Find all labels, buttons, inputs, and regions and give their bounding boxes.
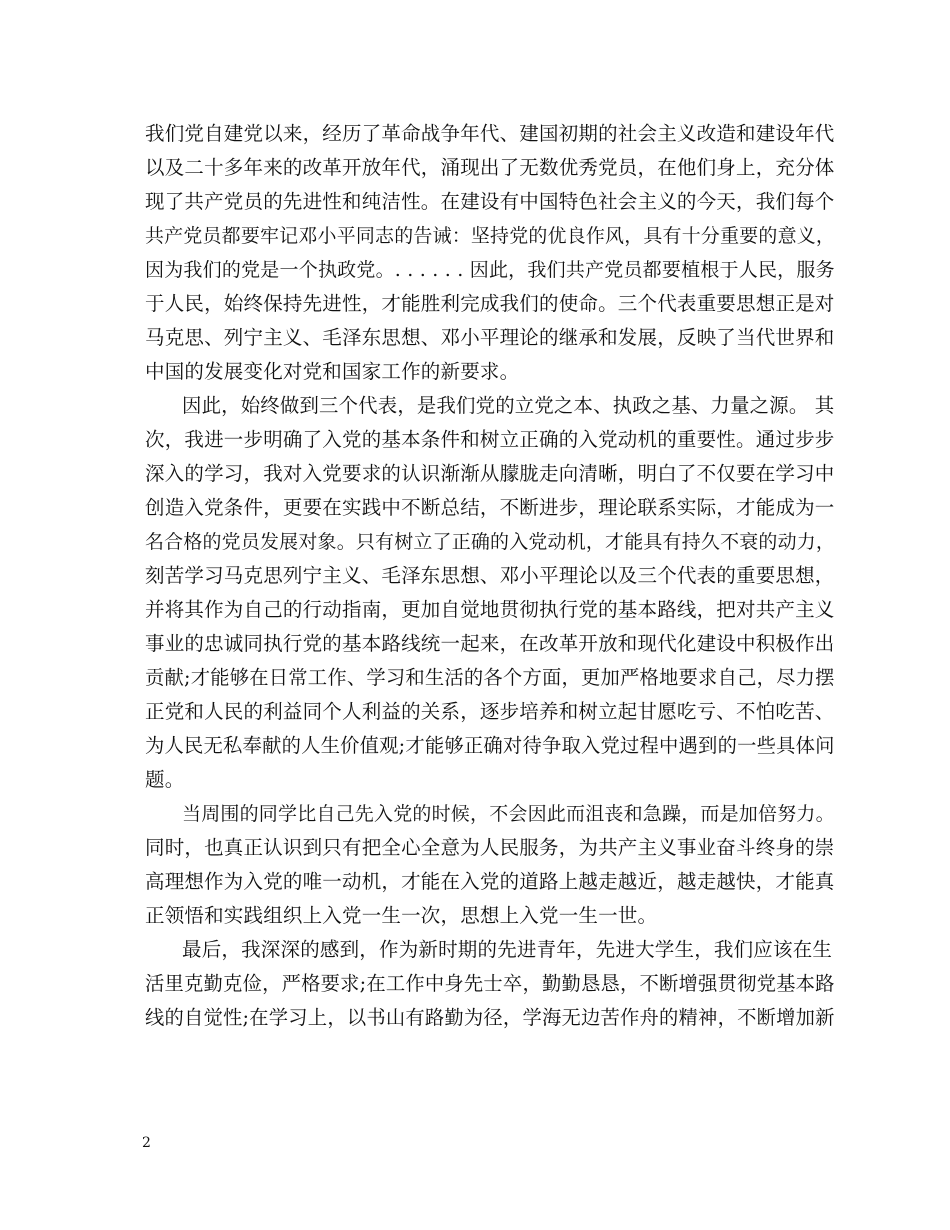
paragraph-line: 于人民，始终保持先进性，才能胜利完成我们的使命。三个代表重要思想正是对 (145, 292, 835, 315)
paragraph-line: 中国的发展变化对党和国家工作的新要求。 (145, 360, 520, 383)
paragraph-line: 正党和人民的利益同个人利益的关系，逐步培养和树立起甘愿吃亏、不怕吃苦、 (145, 700, 835, 723)
paragraph-line: 名合格的党员发展对象。只有树立了正确的入党动机，才能具有持久不衰的动力， (145, 531, 836, 553)
paragraph-line: 次，我进一步明确了入党的基本条件和树立正确的入党动机的重要性。通过步步 (145, 428, 835, 451)
paragraph-line: 马克思、列宁主义、毛泽东思想、邓小平理论的继承和发展，反映了当代世界和 (145, 326, 835, 349)
paragraph-line: 贡献;才能够在日常工作、学习和生活的各个方面，更加严格地要求自己，尽力摆 (145, 666, 835, 689)
paragraph-line: 同时，也真正认识到只有把全心全意为人民服务，为共产主义事业奋斗终身的崇 (145, 836, 835, 859)
paragraph-line: 因此，始终做到三个代表，是我们党的立党之本、执政之基、力量之源。 其 (182, 394, 835, 417)
paragraph-line: 活里克勤克俭，严格要求;在工作中身先士卒，勤勤恳恳，不断增强贯彻党基本路 (145, 972, 835, 995)
paragraph-line: 刻苦学习马克思列宁主义、毛泽东思想、邓小平理论以及三个代表的重要思想， (145, 564, 835, 587)
paragraph-line: 高理想作为入党的唯一动机，才能在入党的道路上越走越近，越走越快，才能真 (145, 870, 835, 893)
paragraph-line: 共产党员都要牢记邓小平同志的告诫：坚持党的优良作风，具有十分重要的意义， (145, 225, 836, 247)
paragraph-line: 现了共产党员的先进性和纯洁性。在建设有中国特色社会主义的今天，我们每个 (145, 190, 835, 213)
paragraph-line: 因为我们的党是一个执政党。. . . . . . 因此，我们共产党员都要植根于人民，服务 (145, 259, 835, 281)
paragraph-line: 并将其作为自己的行动指南，更加自觉地贯彻执行党的基本路线，把对共产主义 (145, 598, 835, 621)
paragraph-line: 我们党自建党以来，经历了革命战争年代、建国初期的社会主义改造和建设年代 (145, 122, 835, 145)
paragraph-line: 为人民无私奉献的人生价值观;才能够正确对待争取入党过程中遇到的一些具体问 (145, 734, 835, 757)
paragraph-line: 事业的忠诚同执行党的基本路线统一起来，在改革开放和现代化建设中积极作出 (145, 632, 835, 655)
paragraph-line: 当周围的同学比自己先入党的时候，不会因此而沮丧和急躁，而是加倍努力。 (182, 803, 835, 825)
paragraph-line: 正领悟和实践组织上入党一生一次，思想上入党一生一世。 (145, 904, 658, 927)
paragraph-line: 以及二十多年来的改革开放年代，涌现出了无数优秀党员，在他们身上，充分体 (145, 156, 835, 179)
paragraph-line: 创造入党条件，更要在实践中不断总结，不断进步，理论联系实际，才能成为一 (145, 496, 835, 519)
paragraph-line: 题。 (145, 768, 185, 791)
page-number: 2 (142, 1135, 151, 1151)
paragraph-line: 最后，我深深的感到，作为新时期的先进青年，先进大学生，我们应该在生 (182, 938, 833, 961)
paragraph-line: 深入的学习，我对入党要求的认识渐渐从朦胧走向清晰，明白了不仅要在学习中 (145, 462, 835, 485)
document-body (145, 117, 835, 1035)
paragraph-line: 线的自觉性;在学习上，以书山有路勤为径，学海无边苦作舟的精神，不断增加新 (145, 1006, 835, 1029)
